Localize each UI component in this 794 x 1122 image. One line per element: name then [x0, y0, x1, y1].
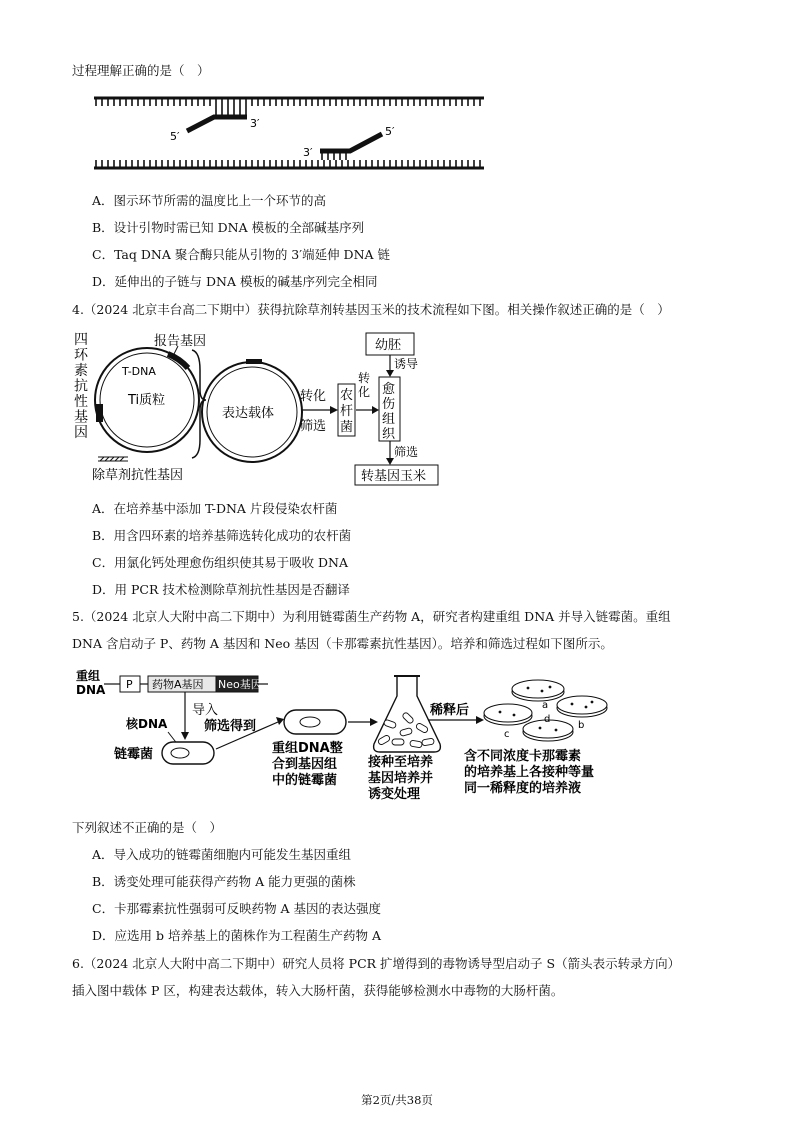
q5-stem-line2: DNA 含启动子 P、药物 A 基因和 Neo 基因（卡那霉素抗性基因）。培养和筛选过程如下图所示。: [72, 636, 613, 651]
import-label: 导入: [192, 703, 219, 718]
svg-text:菌: 菌: [340, 420, 354, 435]
svg-text:转: 转: [358, 371, 371, 385]
plates-description-label: [464, 748, 594, 796]
template-strand-bottom: [94, 160, 484, 168]
svg-text:接种至培养: 接种至培养: [368, 755, 434, 770]
petri-dish-c: [484, 704, 532, 725]
reporter-gene-label: 报告基因: [154, 334, 207, 349]
svg-text:愈: 愈: [382, 382, 396, 397]
q3-option-a: A．图示环节所需的温度比上一个环节的高: [92, 193, 327, 208]
herbicide-gene-label: 除草剂抗性基因: [92, 468, 184, 483]
svg-text:伤: 伤: [382, 397, 396, 412]
label-3prime-1: 3′: [250, 117, 260, 130]
petri-dish-a: [512, 680, 564, 701]
inoculation-label: [367, 754, 433, 802]
pcr-primer-figure: [92, 94, 487, 174]
tdna-region-marker: [168, 354, 188, 368]
svg-text:诱变处理: 诱变处理: [368, 787, 421, 802]
agrobacterium-label: [340, 388, 353, 435]
page-footer: 第2页/共38页: [361, 1093, 433, 1107]
integrated-strain-label: [272, 740, 343, 788]
svg-text:合到基因组: 合到基因组: [272, 757, 338, 772]
svg-text:DNA: DNA: [76, 683, 106, 697]
q6-stem-line1: 6.（2024 北京人大附中高二下期中）研究人员将 PCR 扩增得到的毒物诱导型启动子 S（箭头表示转录方向）: [72, 956, 681, 971]
q4-option-c: C．用氯化钙处理愈伤组织使其易于吸收 DNA: [92, 555, 349, 570]
svg-text:性: 性: [74, 394, 88, 410]
expression-vector-label: 表达载体: [222, 406, 275, 421]
transform-label-2: [358, 370, 370, 399]
primer-1: [187, 117, 247, 131]
label-5prime-1: 5′: [170, 130, 180, 143]
svg-text:基: 基: [74, 409, 88, 426]
svg-text:的培养基上各接种等量: 的培养基上各接种等量: [464, 765, 595, 780]
q3-option-d: D．延伸出的子链与 DNA 模板的碱基序列完全相同: [92, 274, 378, 289]
dish-label-a: a: [542, 700, 549, 711]
q4-option-b: B．用含四环素的培养基筛选转化成功的农杆菌: [92, 528, 352, 543]
svg-text:素: 素: [74, 363, 88, 379]
transgenic-corn-label: 转基因玉米: [361, 469, 427, 484]
promoter-p-label: P: [126, 678, 133, 691]
q4-option-a: A．在培养基中添加 T-DNA 片段侵染农杆菌: [92, 501, 338, 516]
svg-text:重组: 重组: [76, 669, 101, 683]
q5-stem-tail: 下列叙述不正确的是（ ）: [72, 820, 223, 835]
screened-label: 筛选得到: [204, 719, 257, 734]
dilute-label: 稀释后: [430, 703, 470, 718]
nuclear-dna-label: 核DNA: [126, 717, 168, 731]
dish-label-d: d: [544, 714, 551, 725]
svg-text:化: 化: [358, 385, 371, 399]
induce-label: 诱导: [394, 357, 419, 371]
neo-gene-label: Neo基因: [218, 678, 262, 691]
q3-option-c: C．Taq DNA 聚合酶只能从引物的 3′端延伸 DNA 链: [92, 247, 391, 262]
svg-text:织: 织: [382, 427, 396, 442]
svg-text:同一稀释度的培养液: 同一稀释度的培养液: [464, 781, 582, 796]
q5-option-b: B．诱变处理可能获得产药物 A 能力更强的菌株: [92, 874, 356, 889]
svg-text:环: 环: [74, 347, 88, 364]
q4-stem: 4.（2024 北京丰台高二下期中）获得抗除草剂转基因玉米的技术流程如下图。相关操作叙述正确的是（ ）: [72, 302, 670, 317]
svg-text:含不同浓度卡那霉素: 含不同浓度卡那霉素: [464, 749, 582, 764]
svg-text:杆: 杆: [340, 404, 354, 419]
dish-label-c: c: [504, 729, 510, 740]
svg-text:四: 四: [74, 332, 88, 348]
tet-gene-marker: [96, 404, 103, 422]
screen-label-2: 筛选: [394, 445, 419, 459]
svg-text:基因培养并: 基因培养并: [368, 771, 434, 786]
q6-stem-line2: 插入图中载体 P 区，构建表达载体，转入大肠杆菌，获得能够检测水中毒物的大肠杆菌。: [72, 983, 564, 998]
label-3prime-2: 3′: [303, 146, 313, 159]
tetracycline-resistance-label: [74, 332, 89, 441]
svg-text:重组DNA整: 重组DNA整: [272, 741, 343, 756]
template-strand-top: [94, 98, 484, 106]
petri-dish-b: [557, 696, 607, 717]
drug-a-gene-label: 药物A基因: [152, 678, 204, 691]
streptomyces-label: 链霉菌: [114, 747, 154, 762]
q3-stem-tail: 过程理解正确的是（ ）: [72, 63, 210, 78]
transgenic-corn-flowchart: [72, 330, 452, 488]
svg-text:因: 因: [74, 425, 88, 441]
svg-text:组: 组: [382, 412, 396, 427]
transform-label: 转化: [300, 389, 327, 404]
tdna-label: T-DNA: [122, 365, 156, 378]
q5-option-c: C．卡那霉素抗性强弱可反映药物 A 基因的表达强度: [92, 901, 382, 916]
svg-text:农: 农: [340, 388, 354, 403]
ti-plasmid-label: Ti质粒: [128, 393, 166, 408]
label-5prime-2: 5′: [385, 125, 395, 138]
recombinant-dna-label: [76, 668, 106, 697]
q5-option-a: A．导入成功的链霉菌细胞内可能发生基因重组: [92, 847, 352, 862]
q4-option-d: D．用 PCR 技术检测除草剂抗性基因是否翻译: [92, 582, 350, 597]
dish-label-b: b: [578, 720, 585, 731]
callus-label: [382, 381, 396, 442]
herbicide-gene-symbol: [98, 457, 128, 461]
primer-2: [320, 134, 382, 151]
svg-text:中的链霉菌: 中的链霉菌: [272, 773, 338, 788]
screen-label: 筛选: [300, 419, 327, 434]
q5-option-d: D．应选用 b 培养基上的菌株作为工程菌生产药物 A: [92, 928, 381, 943]
q3-option-b: B．设计引物时需已知 DNA 模板的全部碱基序列: [92, 220, 365, 235]
streptomyces-screening-figure: [72, 662, 632, 812]
svg-text:抗: 抗: [74, 378, 88, 395]
q5-stem-line1: 5.（2024 北京人大附中高二下期中）为利用链霉菌生产药物 A，研究者构建重组 DNA 并导入链霉菌。重组: [72, 609, 671, 624]
embryo-label: 幼胚: [375, 338, 402, 353]
